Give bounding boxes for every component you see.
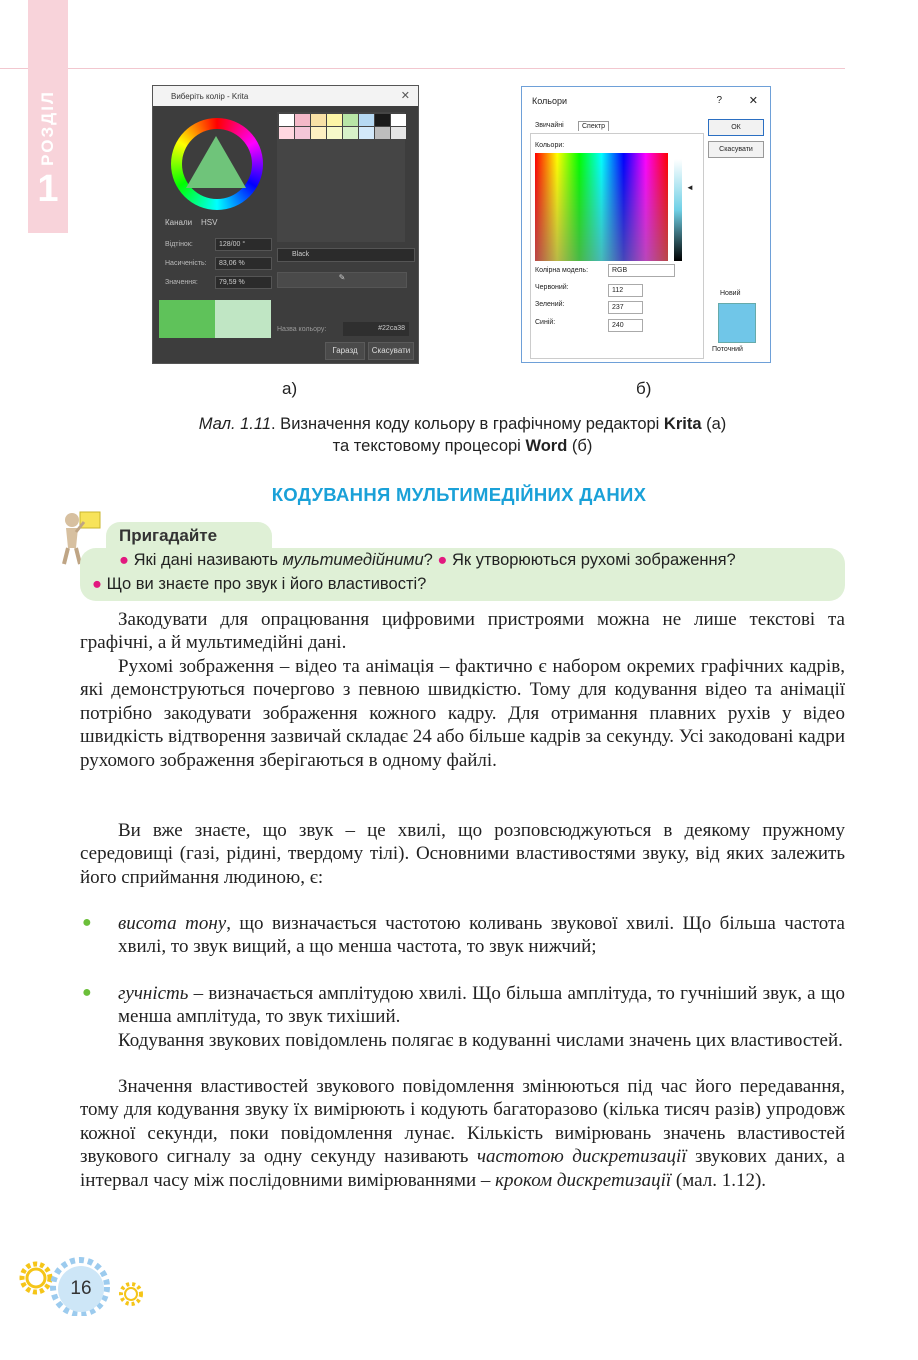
bullet-1-term: висота тону (118, 913, 227, 934)
palette-swatches[interactable] (277, 112, 405, 141)
close-icon[interactable]: ✕ (400, 90, 410, 102)
palette-swatch[interactable] (391, 114, 406, 126)
figure-label-b: б) (636, 379, 652, 398)
new-color-swatch (159, 300, 215, 338)
term-sampling-step: кроком дискретизації (495, 1169, 672, 1191)
luminance-slider[interactable] (674, 159, 682, 261)
palette-swatch[interactable] (343, 127, 358, 139)
palette-swatch[interactable] (311, 114, 326, 126)
palette-swatch[interactable] (359, 114, 374, 126)
hue-input[interactable]: 128/00 ° (215, 238, 272, 251)
saturation-row (165, 257, 272, 270)
palette-panel (277, 112, 405, 242)
remember-title: Пригадайте (119, 526, 218, 545)
current-label: Поточний (712, 346, 743, 353)
word-title-bar (522, 87, 770, 115)
krita-title: Виберіть колір - Krita (171, 91, 249, 101)
bullet-2-term: гучність (118, 983, 189, 1004)
tab-spectrum[interactable]: Спектр (578, 121, 609, 131)
palette-swatch[interactable] (359, 127, 374, 139)
value-input[interactable]: 79,59 % (215, 276, 272, 289)
krita-title-bar (153, 86, 418, 106)
new-color-swatch (718, 303, 756, 343)
word-colors-dialog (521, 86, 771, 363)
caption-number: Мал. 1.11 (198, 415, 272, 433)
palette-swatch[interactable] (295, 127, 310, 139)
blue-label: Синій: (535, 319, 556, 326)
slider-arrow-icon[interactable]: ◄ (686, 183, 694, 192)
question-1-term: мультимедійними (282, 551, 424, 569)
palette-swatch[interactable] (375, 114, 390, 126)
caption-text-1: . Визначення коду кольору в графічному редакторі (271, 415, 664, 433)
palette-swatch[interactable] (295, 114, 310, 126)
section-heading: КОДУВАННЯ МУЛЬТИМЕДІЙНИХ ДАНИХ (271, 484, 647, 505)
paragraph-2 (80, 655, 845, 772)
model-label: Колірна модель: (535, 267, 589, 274)
caption-word: Word (525, 437, 568, 455)
blue-input[interactable]: 240 (608, 319, 643, 332)
red-input[interactable]: 112 (608, 284, 643, 297)
krita-tabs (165, 218, 217, 227)
bullet-1 (118, 912, 845, 959)
remember-line-2 (92, 575, 426, 594)
paragraph-5-text-b: звукових даних, а інтервал часу між послідовними вимірюваннями – (80, 1146, 845, 1191)
chapter-word: РОЗДІЛ (38, 90, 57, 166)
new-label: Новий (720, 290, 741, 297)
old-color-swatch (215, 300, 271, 338)
paragraph-1 (80, 608, 845, 655)
tab-hsv[interactable]: HSV (201, 218, 218, 227)
word-title: Кольори (532, 96, 568, 106)
caption-text-4: (б) (567, 437, 593, 455)
hex-input[interactable]: #22ca38 (343, 322, 409, 336)
paragraph-4-text: Кодування звукових повідомлень полягає в кодуванні числами значень цих властивостей. (118, 1030, 843, 1051)
bullet-1-text: , що визначається частотою коливань звукової хвилі. Що більша частота хвилі, то звук вищий, а що менша частота, то звук нижчий; (118, 913, 845, 958)
figure-caption (100, 413, 825, 457)
bullet-icon: ● (82, 914, 92, 931)
chapter-number: 1 (37, 168, 59, 210)
eyedropper-icon[interactable]: ✎ (277, 272, 407, 288)
figure-label-a: а) (282, 379, 298, 398)
saturation-label: Насиченість: (165, 260, 207, 267)
hex-label: Назва кольору: (277, 326, 327, 333)
tab-standard[interactable]: Звичайні (535, 122, 564, 129)
caption-text-2: (а) (701, 415, 727, 433)
red-label: Червоний: (535, 284, 569, 291)
color-triangle[interactable] (186, 136, 246, 188)
palette-swatch[interactable] (343, 114, 358, 126)
paragraph-3 (80, 819, 845, 889)
value-row (165, 276, 272, 289)
palette-name-field[interactable]: Black (277, 248, 415, 262)
hue-label: Відтінок: (165, 241, 193, 248)
close-icon[interactable]: ✕ (748, 95, 758, 107)
palette-swatch[interactable] (391, 127, 406, 139)
paragraph-4 (80, 1029, 845, 1052)
hue-row (165, 238, 272, 251)
page-number: 16 (58, 1266, 104, 1312)
palette-swatch[interactable] (375, 127, 390, 139)
question-1-end: ? (423, 551, 433, 569)
question-2: Як утворюються рухомі зображення? (451, 551, 736, 569)
colors-label: Кольори: (535, 142, 565, 149)
value-label: Значення: (165, 279, 198, 286)
question-3: Що ви знаєте про звук і його властивості? (106, 575, 427, 593)
palette-swatch[interactable] (327, 114, 342, 126)
saturation-input[interactable]: 83,06 % (215, 257, 272, 270)
bullet-2-text: – визначається амплітудою хвилі. Що більша амплітуда, то гучніший звук, а що менша амплітуда, то звук тихіший. (118, 983, 845, 1028)
paragraph-5 (80, 1075, 845, 1192)
cancel-button[interactable]: Скасувати (368, 342, 414, 360)
question-1-text: Які дані називають (133, 551, 283, 569)
top-rule (0, 68, 845, 69)
palette-swatch[interactable] (327, 127, 342, 139)
bullet-icon: ● (119, 551, 129, 569)
palette-swatch[interactable] (279, 114, 294, 126)
spectrum-picker[interactable] (535, 153, 668, 261)
caption-krita: Krita (663, 415, 702, 433)
caption-text-3: та текстовому процесорі (332, 437, 526, 455)
green-input[interactable]: 237 (608, 301, 643, 314)
paragraph-2-text: Рухомі зображення – відео та анімація – фактично є набором окремих графічних кадрів, які демонструються почергово з певною швидкістю. Тому для кодування відео та анімації потрібно закодувати зображення кожного кадру. Для отримання плавних рухів у відео швидкість відтворення зазвичай складає 24 або більше кадрів за секунду. Усі закодовані кадри рухомого зображення зберігаються в одному файлі. (80, 656, 845, 771)
ok-button[interactable]: ОК (708, 119, 764, 136)
palette-swatch[interactable] (311, 127, 326, 139)
bullet-icon: ● (437, 551, 448, 569)
help-icon[interactable]: ? (716, 95, 722, 106)
model-select[interactable]: RGB (608, 264, 675, 277)
bullet-icon: ● (92, 575, 102, 593)
remember-line-1 (119, 551, 736, 570)
green-label: Зелений: (535, 301, 565, 308)
ok-button[interactable]: Гаразд (325, 342, 365, 360)
krita-color-dialog (152, 85, 419, 364)
paragraph-5-text-c: (мал. 1.12). (671, 1169, 767, 1191)
palette-swatch[interactable] (279, 127, 294, 139)
cancel-button[interactable]: Скасувати (708, 141, 764, 158)
paragraph-3-text: Ви вже знаєте, що звук – це хвилі, що розповсюджуються в деякому пружному середовищі (газі, рідині, твердому тілі). Основними властивостями звуку, від яких залежить його сприймання людиною, є: (80, 820, 845, 888)
paragraph-5-text-a: Значення властивостей звукового повідомлення змінюються під час його передавання, тому для кодування звуку їх вимірюють і кодують багаторазово (кілька тисяч разів) упродовж кожної секунди, поки повідомлення лунає. Кількість вимірювань значень властивостей звукового сигналу за одну секунду називають (80, 1076, 845, 1168)
bullet-icon: ● (82, 984, 92, 1001)
term-sampling-rate: частотою дискретизації (476, 1146, 687, 1168)
tab-channels[interactable]: Канали (165, 218, 193, 227)
paragraph-1-text: Закодувати для опрацювання цифровими пристроями можна не лише текстові та графічні, а й мультимедійні дані. (80, 609, 845, 654)
bullet-2 (118, 982, 845, 1029)
